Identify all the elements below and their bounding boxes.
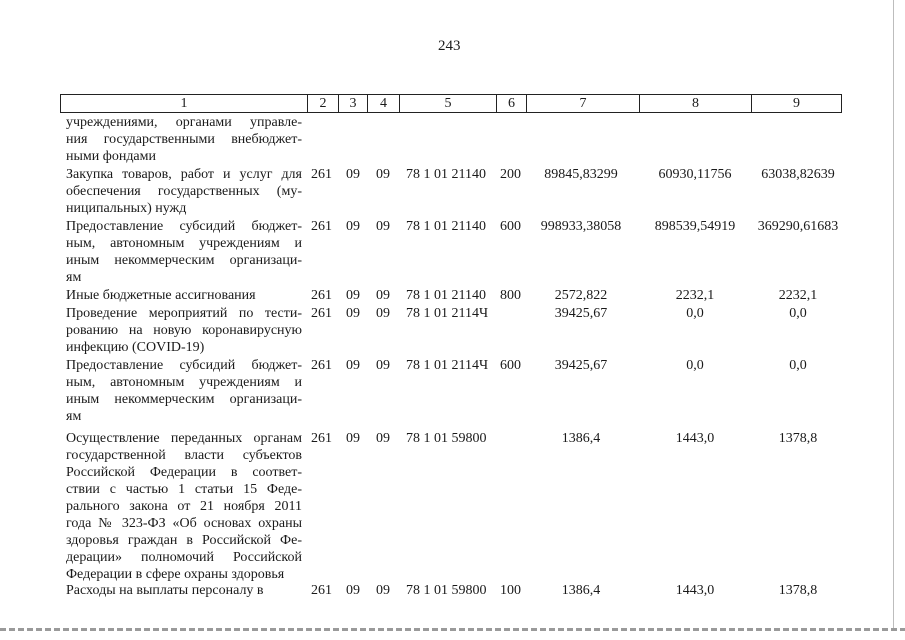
description-line: ными фондами [66,149,157,164]
cell-col-5: 78 1 01 2114Ч [406,358,489,373]
description-line: рованию на новую коронавирусную [66,323,302,338]
description-line: обеспечения государственных (му- [66,184,302,199]
cell-col-3: 09 [346,583,360,598]
cell-col-2: 261 [311,431,332,446]
row-description [66,287,302,304]
cell-col-7: 2572,822 [554,288,608,303]
description-line: ным, автономным учреждениям и [66,375,302,390]
cell-col-9: 369290,61683 [757,219,839,234]
description-line: иным некоммерческим организаци- [66,392,302,407]
cell-col-7: 998933,38058 [540,219,622,234]
cell-col-4: 09 [376,583,390,598]
description-line: государственной власти субъектов [66,448,302,463]
description-line: года № 323-ФЗ «Об основах охраны [66,516,302,531]
cell-col-5: 78 1 01 2114Ч [406,306,489,321]
cell-col-5: 78 1 01 21140 [406,167,486,182]
description-line: Закупка товаров, работ и услуг для [66,167,302,182]
description-line: Расходы на выплаты персоналу в [66,583,264,598]
cell-col-8: 0,0 [686,306,704,321]
cell-col-8: 0,0 [686,358,704,373]
cell-col-6: 800 [500,288,521,303]
row-description [66,357,302,425]
column-header-2: 2 [308,95,339,112]
cell-col-7: 39425,67 [554,306,608,321]
description-line: рального закона от 21 ноября 2011 [66,499,302,514]
cell-col-3: 09 [346,288,360,303]
cell-col-2: 261 [311,358,332,373]
description-line: ям [66,409,82,424]
column-header-7: 7 [527,95,640,112]
row-description [66,582,302,599]
cell-col-8: 60930,11756 [658,167,732,182]
column-header-5: 5 [400,95,497,112]
description-line: Российской Федерации в соответ- [66,465,302,480]
description-line: ствии с частью 1 статьи 15 Феде- [66,482,302,497]
cell-col-8: 898539,54919 [654,219,736,234]
table-header [60,94,842,113]
column-header-9: 9 [793,96,800,111]
cell-col-6: 600 [500,358,521,373]
description-line: Иные бюджетные ассигнования [66,288,256,303]
cell-col-6: 100 [500,583,521,598]
cell-col-9: 0,0 [789,306,807,321]
cell-col-5: 78 1 01 59800 [406,583,487,598]
description-line: дерации» полномочий Российской [66,550,302,565]
description-line: Федерации в сфере охраны здоровья [66,567,285,582]
cell-col-5: 78 1 01 21140 [406,219,486,234]
cell-col-9: 1378,8 [778,431,818,446]
row-description [66,430,302,583]
cell-col-5: 78 1 01 59800 [406,431,487,446]
cell-col-4: 09 [376,219,390,234]
cell-col-9: 0,0 [789,358,807,373]
cell-col-2: 261 [311,219,332,234]
cell-col-4: 09 [376,431,390,446]
cell-col-9: 63038,82639 [761,167,835,182]
cell-col-7: 1386,4 [561,583,601,598]
page-edge-bottom [0,628,905,631]
description-line: здоровья граждан в Российской Фе- [66,533,302,548]
row-description [66,218,302,286]
page-edge-right [893,0,894,628]
cell-col-3: 09 [346,167,360,182]
description-line: инфекцию (COVID-19) [66,340,205,355]
cell-col-8: 1443,0 [675,431,715,446]
description-line: ным, автономным учреждениям и [66,236,302,251]
cell-col-9: 1378,8 [778,583,818,598]
column-header-8: 8 [640,95,752,112]
cell-col-6: 600 [500,219,521,234]
cell-col-3: 09 [346,306,360,321]
cell-col-6: 200 [500,167,521,182]
column-header-4: 4 [368,95,400,112]
cell-col-4: 09 [376,306,390,321]
row-description [66,166,302,217]
cell-col-4: 09 [376,358,390,373]
cell-col-7: 89845,83299 [544,167,618,182]
column-header-6: 6 [497,95,527,112]
description-line: Проведение мероприятий по тести- [66,306,302,321]
cell-col-3: 09 [346,219,360,234]
description-line: ния государственными внебюджет- [66,132,302,147]
cell-col-2: 261 [311,583,332,598]
column-header-3: 3 [339,95,368,112]
cell-col-4: 09 [376,288,390,303]
description-line: Предоставление субсидий бюджет- [66,219,302,234]
cell-col-9: 2232,1 [778,288,818,303]
cell-col-7: 1386,4 [561,431,601,446]
description-line: ям [66,270,82,285]
description-line: Осуществление переданных органам [66,431,302,446]
cell-col-7: 39425,67 [554,358,608,373]
cell-col-2: 261 [311,306,332,321]
description-line: Предоставление субсидий бюджет- [66,358,302,373]
cell-col-3: 09 [346,358,360,373]
description-line: учреждениями, органами управле- [66,115,302,130]
cell-col-8: 1443,0 [675,583,715,598]
cell-col-3: 09 [346,431,360,446]
description-line: ниципальных) нужд [66,201,187,216]
cell-col-2: 261 [311,288,332,303]
cell-col-2: 261 [311,167,332,182]
cell-col-8: 2232,1 [675,288,715,303]
cell-col-4: 09 [376,167,390,182]
cell-col-5: 78 1 01 21140 [406,288,486,303]
page-number: 243 [438,38,461,54]
row-description [66,305,302,356]
description-line: иным некоммерческим организаци- [66,253,302,268]
column-header-1: 1 [61,95,308,112]
row-description [66,114,302,165]
